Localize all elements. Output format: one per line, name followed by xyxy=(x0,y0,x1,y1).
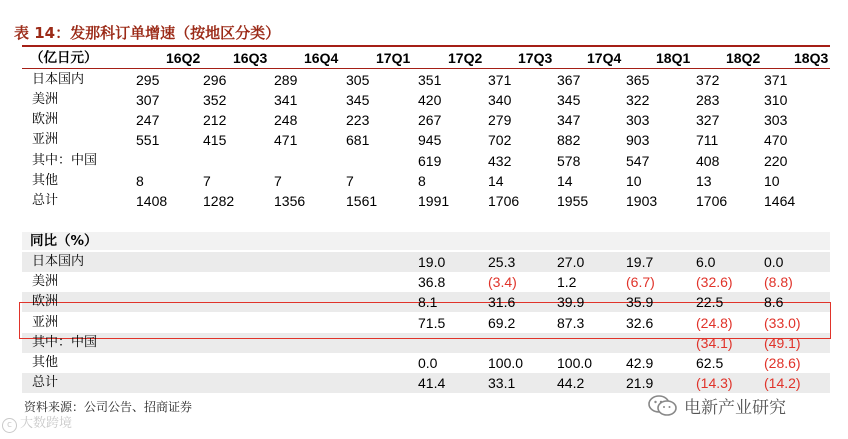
data-cell: 303 xyxy=(626,112,650,128)
column-header: 16Q2 xyxy=(166,50,201,66)
data-cell: 1464 xyxy=(764,193,796,209)
data-cell: 1356 xyxy=(274,193,306,209)
data-cell: 327 xyxy=(696,112,720,128)
row-label: 其中：中国 xyxy=(32,335,98,350)
copyright-icon: c xyxy=(2,418,17,433)
data-cell: 21.9 xyxy=(626,375,654,391)
column-header: 17Q3 xyxy=(518,50,553,66)
data-cell: 212 xyxy=(203,112,227,128)
data-cell: 619 xyxy=(418,153,442,169)
data-cell: 352 xyxy=(203,92,227,108)
row-label: 美洲 xyxy=(32,92,59,107)
column-header: 18Q3 xyxy=(794,50,829,66)
data-cell: 432 xyxy=(488,153,512,169)
row-label: 亚洲 xyxy=(32,132,59,147)
data-cell: 6.0 xyxy=(696,254,716,270)
unit-label: （亿日元） xyxy=(30,50,98,66)
data-cell: 87.3 xyxy=(557,315,585,331)
data-cell: 345 xyxy=(346,92,370,108)
column-header: 16Q4 xyxy=(304,50,339,66)
data-cell: 25.3 xyxy=(488,254,516,270)
data-cell: 8.6 xyxy=(764,294,784,310)
data-cell: 7 xyxy=(346,173,354,189)
data-cell: 903 xyxy=(626,132,650,148)
data-cell: 296 xyxy=(203,72,227,88)
data-cell: 1903 xyxy=(626,193,658,209)
column-header: 18Q1 xyxy=(656,50,691,66)
data-cell: 408 xyxy=(696,153,720,169)
data-cell: 267 xyxy=(418,112,442,128)
row-label: 亚洲 xyxy=(32,315,59,330)
data-cell: 1706 xyxy=(696,193,728,209)
data-cell: 36.8 xyxy=(418,274,446,290)
data-cell: 27.0 xyxy=(557,254,585,270)
row-label: 其他 xyxy=(32,355,59,370)
data-cell: (14.2) xyxy=(764,375,801,391)
row-label: 日本国内 xyxy=(32,254,85,269)
data-cell: 0.0 xyxy=(418,355,438,371)
data-cell: 8 xyxy=(418,173,426,189)
data-cell: (33.0) xyxy=(764,315,801,331)
row-label: 欧洲 xyxy=(32,294,59,309)
data-cell: 71.5 xyxy=(418,315,446,331)
data-cell: 1408 xyxy=(136,193,168,209)
data-cell: 1.2 xyxy=(557,274,577,290)
data-cell: 248 xyxy=(274,112,298,128)
data-cell: 33.1 xyxy=(488,375,516,391)
data-cell: 322 xyxy=(626,92,650,108)
data-cell: 35.9 xyxy=(626,294,654,310)
data-cell: (34.1) xyxy=(696,335,733,351)
watermark-left xyxy=(2,412,72,433)
data-cell: (8.8) xyxy=(764,274,793,290)
data-cell: 365 xyxy=(626,72,650,88)
data-cell: 578 xyxy=(557,153,581,169)
data-cell: 1706 xyxy=(488,193,520,209)
data-cell: 702 xyxy=(488,132,512,148)
table-title: 表 14：发那科订单增速（按地区分类） xyxy=(14,24,281,42)
header-bottom-rule xyxy=(22,68,830,69)
row-label: 其中：中国 xyxy=(32,153,98,168)
row-label: 其他 xyxy=(32,173,59,188)
data-cell: (14.3) xyxy=(696,375,733,391)
data-cell: 303 xyxy=(764,112,788,128)
watermark-right xyxy=(648,393,786,418)
row-label: 美洲 xyxy=(32,274,59,289)
data-cell: 31.6 xyxy=(488,294,516,310)
column-header: 17Q4 xyxy=(587,50,622,66)
data-cell: 340 xyxy=(488,92,512,108)
data-cell: 69.2 xyxy=(488,315,516,331)
growth-section-header: 同比（%） xyxy=(30,233,98,249)
data-cell: 44.2 xyxy=(557,375,585,391)
watermark-left-text: 大数跨境 xyxy=(20,416,73,431)
data-cell: 295 xyxy=(136,72,160,88)
data-cell: 7 xyxy=(203,173,211,189)
column-header: 17Q1 xyxy=(376,50,411,66)
data-cell: 13 xyxy=(696,173,712,189)
row-label: 总计 xyxy=(32,193,59,208)
data-cell: 7 xyxy=(274,173,282,189)
data-cell: 345 xyxy=(557,92,581,108)
data-cell: 8.1 xyxy=(418,294,438,310)
column-header: 17Q2 xyxy=(448,50,483,66)
data-cell: 22.5 xyxy=(696,294,724,310)
data-cell: 1991 xyxy=(418,193,450,209)
data-cell: (24.8) xyxy=(696,315,733,331)
shaded-row xyxy=(22,232,830,250)
data-cell: 551 xyxy=(136,132,160,148)
data-cell: 307 xyxy=(136,92,160,108)
header-top-rule xyxy=(22,45,830,47)
data-cell: 10 xyxy=(764,173,780,189)
data-cell: 8 xyxy=(136,173,144,189)
data-cell: 39.9 xyxy=(557,294,585,310)
wechat-icon xyxy=(648,394,678,418)
data-cell: 19.0 xyxy=(418,254,446,270)
data-cell: 681 xyxy=(346,132,370,148)
data-cell: 341 xyxy=(274,92,298,108)
row-label: 日本国内 xyxy=(32,72,85,87)
row-label: 总计 xyxy=(32,375,59,390)
data-cell: 223 xyxy=(346,112,370,128)
data-cell: 471 xyxy=(274,132,298,148)
data-cell: 945 xyxy=(418,132,442,148)
data-cell: 547 xyxy=(626,153,650,169)
data-cell: 470 xyxy=(764,132,788,148)
data-cell: 0.0 xyxy=(764,254,784,270)
data-cell: 1282 xyxy=(203,193,235,209)
data-cell: 10 xyxy=(626,173,642,189)
data-cell: 289 xyxy=(274,72,298,88)
data-cell: 415 xyxy=(203,132,227,148)
data-cell: 42.9 xyxy=(626,355,654,371)
data-cell: 100.0 xyxy=(557,355,593,371)
data-cell: 305 xyxy=(346,72,370,88)
data-cell: 100.0 xyxy=(488,355,524,371)
data-cell: 283 xyxy=(696,92,720,108)
data-cell: 372 xyxy=(696,72,720,88)
data-cell: 14 xyxy=(557,173,573,189)
data-cell: 14 xyxy=(488,173,504,189)
row-label: 欧洲 xyxy=(32,112,59,127)
data-cell: 19.7 xyxy=(626,254,654,270)
data-cell: 1955 xyxy=(557,193,589,209)
data-cell: 882 xyxy=(557,132,581,148)
column-header: 18Q2 xyxy=(726,50,761,66)
data-cell: 1561 xyxy=(346,193,378,209)
data-cell: 220 xyxy=(764,153,788,169)
column-header: 16Q3 xyxy=(233,50,268,66)
data-cell: 41.4 xyxy=(418,375,446,391)
source-note: 资料来源：公司公告、招商证券 xyxy=(24,400,193,414)
data-cell: 247 xyxy=(136,112,160,128)
data-cell: 347 xyxy=(557,112,581,128)
data-cell: (32.6) xyxy=(696,274,733,290)
data-cell: 371 xyxy=(764,72,788,88)
data-cell: 420 xyxy=(418,92,442,108)
data-cell: 711 xyxy=(696,132,719,148)
data-cell: 62.5 xyxy=(696,355,724,371)
data-cell: (49.1) xyxy=(764,335,801,351)
data-cell: (28.6) xyxy=(764,355,801,371)
data-cell: 310 xyxy=(764,92,788,108)
data-cell: 32.6 xyxy=(626,315,654,331)
data-cell: 351 xyxy=(418,72,442,88)
data-cell: 371 xyxy=(488,72,512,88)
data-cell: (3.4) xyxy=(488,274,517,290)
data-cell: 367 xyxy=(557,72,581,88)
data-cell: (6.7) xyxy=(626,274,655,290)
data-cell: 279 xyxy=(488,112,512,128)
watermark-right-text: 电新产业研究 xyxy=(684,398,786,418)
